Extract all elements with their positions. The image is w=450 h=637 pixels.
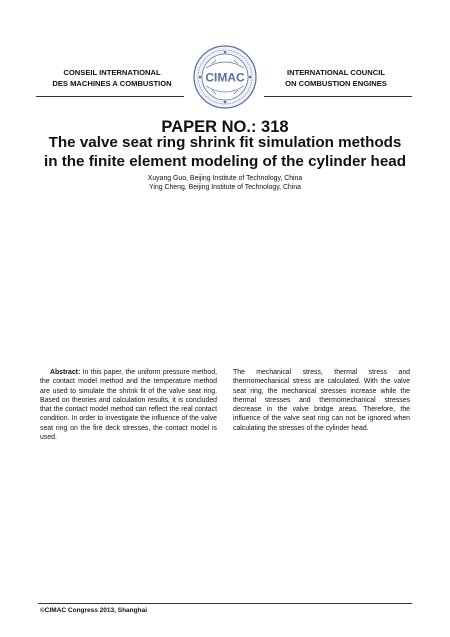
abstract-text-left: In this paper, the uniform pressure method, the contact model method and the temperature method are used to simulate the shrink fit of the valve seat ring. Based on theories and calculation results, it is concluded that the contact model method can reflect the real contact condition. In order to investigate the influence of the valve seat ring on the fire deck stresses, the contact model is used. — [40, 369, 217, 441]
author-2: Ying Cheng, Beijing Institute of Technology, China — [149, 184, 301, 192]
paper-title-line-1: The valve seat ring shrink fit simulation methods — [48, 134, 402, 151]
abstract-label: Abstract: — [50, 369, 81, 376]
council-name-english — [266, 68, 406, 89]
logo-lettering: CIMAC — [205, 70, 245, 85]
council-name-french — [42, 68, 182, 89]
paper-title-line-2: in the finite element modeling of the cylinder head — [43, 152, 407, 170]
council-name-french-line-1: CONSEIL INTERNATIONAL — [63, 68, 161, 77]
abstract-column-right — [233, 368, 410, 433]
abstract-column-left — [40, 368, 217, 442]
header-rule-right — [264, 96, 412, 97]
paper-number: PAPER NO.: 318 — [161, 118, 289, 136]
author-1: Xuyang Guo, Beijing Institute of Technology, China — [147, 175, 303, 182]
abstract-text-right: The mechanical stress, thermal stress and thermomechanical stress are calculated. With the valve seat ring, the mechanical stresses increase while the thermal stresses and thermomechanical stresses decrease in the valve bridge areas. Therefore, the influence of the valve seat ring can not be ignored when calculating the stresses of the cylinder head. — [233, 369, 410, 432]
council-name-english-line-1: INTERNATIONAL COUNCIL — [286, 68, 385, 77]
paper-title — [20, 134, 430, 171]
author-list — [0, 174, 450, 193]
footer-copyright: ©CIMAC Congress 2013, Shanghai — [40, 607, 148, 614]
council-name-english-line-2: ON COMBUSTION ENGINES — [285, 78, 387, 88]
council-name-french-line-2: DES MACHINES A COMBUSTION — [52, 78, 172, 88]
cimac-logo-icon — [192, 44, 258, 110]
footer-rule — [38, 603, 412, 604]
header-rule-left — [36, 96, 184, 97]
